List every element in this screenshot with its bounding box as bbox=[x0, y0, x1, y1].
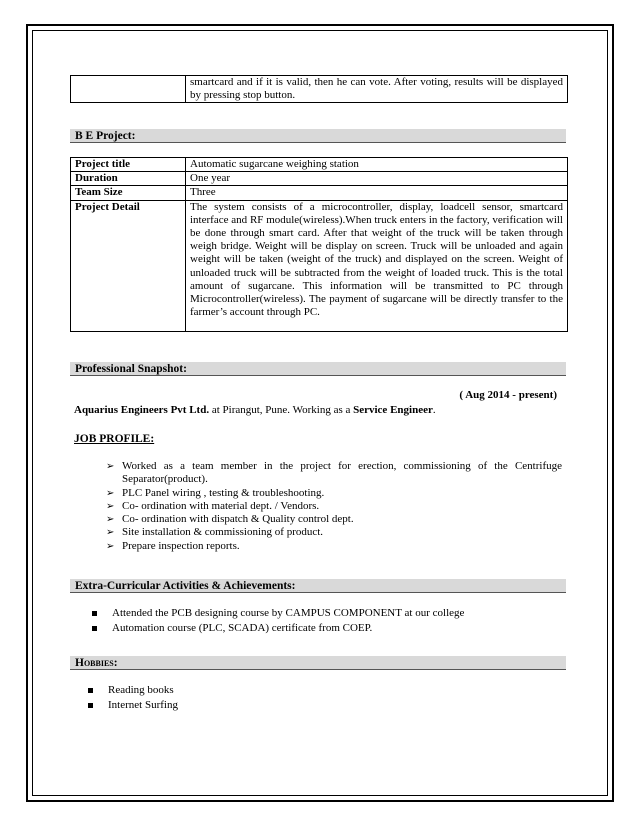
list-item bbox=[106, 526, 562, 539]
square-bullet-icon bbox=[92, 626, 97, 631]
be-project-table bbox=[70, 157, 568, 332]
table-row bbox=[71, 200, 568, 331]
table-row bbox=[71, 172, 568, 186]
extra-curricular-heading: Extra-Curricular Activities & Achievements: bbox=[70, 579, 566, 593]
job-item-text: Prepare inspection reports. bbox=[122, 539, 240, 552]
square-bullet-icon bbox=[88, 703, 93, 708]
role-title: Service Engineer bbox=[353, 404, 433, 416]
duration-value: One year bbox=[186, 172, 568, 186]
hobby-item-text: Reading books bbox=[108, 684, 174, 696]
list-item bbox=[84, 683, 554, 698]
table-row bbox=[71, 186, 568, 200]
snapshot-date: ( Aug 2014 - present) bbox=[459, 389, 557, 401]
list-item bbox=[84, 698, 554, 713]
job-item-text: PLC Panel wiring , testing & troubleshooting. bbox=[122, 486, 325, 499]
list-item bbox=[106, 513, 562, 526]
snapshot-end: . bbox=[432, 404, 436, 416]
top-table-text: smartcard and if it is valid, then he can vote. After voting, results will be displayed by pressing stop button. bbox=[186, 76, 568, 103]
company-name: Aquarius Engineers Pvt Ltd. bbox=[74, 404, 210, 416]
job-item-text: Co- ordination with dispatch & Quality control dept. bbox=[122, 513, 354, 526]
list-item bbox=[106, 540, 562, 553]
project-detail-label: Project Detail bbox=[71, 200, 186, 331]
hobbies-heading: Hobbies: bbox=[70, 656, 566, 670]
arrow-bullet-icon: ➢ bbox=[106, 500, 115, 512]
extra-item-text: Attended the PCB designing course by CAMPUS COMPONENT at our college bbox=[112, 607, 465, 619]
professional-snapshot-heading: Professional Snapshot: bbox=[70, 362, 566, 376]
square-bullet-icon bbox=[92, 611, 97, 616]
hobbies-list bbox=[84, 683, 554, 713]
team-size-value: Three bbox=[186, 186, 568, 200]
top-table-empty-cell bbox=[71, 76, 186, 103]
project-detail-value: The system consists of a microcontroller, display, loadcell sensor, smartcard interface and RF module(wireless).When truck enters in the factory, verification will be done through smart card. After that weight of the truck will be taken through weigh bridge. Weight will be display on screen. Truck will be unloaded and again weight will be taken (weight of the truck) and displayed on the screen. Weight of unloaded truck will be subtracted from the weight of loaded truck. This is the total amount of sugarcane. This information will be transmitted to PC through Microcontroller(wireless). The payment of sugarcane will be directly transfer to the farmer’s account through PC. bbox=[186, 200, 568, 331]
project-title-label: Project title bbox=[71, 158, 186, 172]
arrow-bullet-icon: ➢ bbox=[106, 514, 115, 526]
duration-label: Duration bbox=[71, 172, 186, 186]
hobby-item-text: Internet Surfing bbox=[108, 699, 178, 711]
team-size-label: Team Size bbox=[71, 186, 186, 200]
extra-curricular-list bbox=[88, 606, 558, 636]
job-item-text: Worked as a team member in the project for erection, commissioning of the Centrifuge Separator(product). bbox=[122, 460, 562, 486]
arrow-bullet-icon: ➢ bbox=[106, 461, 115, 472]
list-item bbox=[88, 621, 558, 636]
top-table bbox=[70, 75, 568, 103]
arrow-bullet-icon: ➢ bbox=[106, 527, 115, 539]
job-item-text: Site installation & commissioning of product. bbox=[122, 526, 324, 539]
extra-item-text: Automation course (PLC, SCADA) certificate from COEP. bbox=[112, 622, 373, 634]
be-project-heading: B E Project: bbox=[70, 129, 566, 143]
arrow-bullet-icon: ➢ bbox=[106, 540, 115, 552]
project-title-value: Automatic sugarcane weighing station bbox=[186, 158, 568, 172]
arrow-bullet-icon: ➢ bbox=[106, 487, 115, 499]
list-item bbox=[106, 500, 562, 513]
job-profile-heading: JOB PROFILE: bbox=[74, 433, 155, 445]
snapshot-line bbox=[74, 404, 564, 416]
job-item-text: Co- ordination with material dept. / Vendors. bbox=[122, 499, 320, 512]
square-bullet-icon bbox=[88, 688, 93, 693]
list-item bbox=[106, 460, 562, 487]
job-profile-list bbox=[106, 460, 562, 553]
table-row bbox=[71, 158, 568, 172]
list-item bbox=[88, 606, 558, 621]
list-item bbox=[106, 487, 562, 500]
snapshot-mid-text: at Pirangut, Pune. Working as a bbox=[209, 404, 354, 416]
